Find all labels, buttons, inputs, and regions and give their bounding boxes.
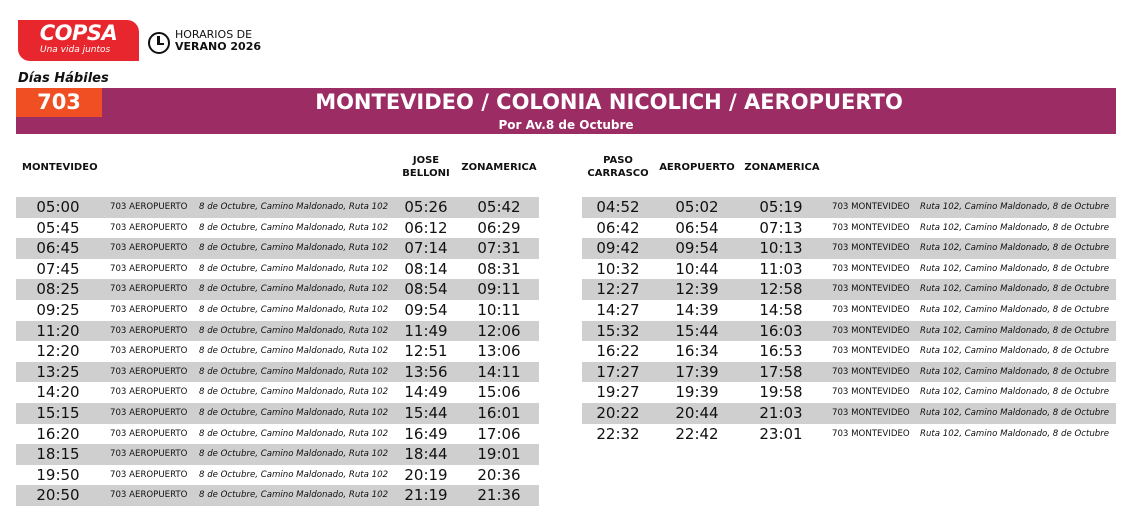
table-row: [582, 362, 1116, 383]
destination: 703 MONTEVIDEO: [832, 428, 910, 439]
destination: 703 AEROPUERTO: [110, 346, 188, 357]
jose-belloni-time: 08:14: [404, 259, 448, 278]
copsa-logo: [18, 20, 139, 61]
route-via: 8 de Octubre, Camino Maldonado, Ruta 102: [199, 263, 389, 274]
zonamerica-time: 13:06: [477, 342, 521, 361]
zonamerica-time: 16:01: [477, 403, 521, 422]
jose-belloni-time: 12:51: [404, 342, 448, 361]
route-via: 8 de Octubre, Camino Maldonado, Ruta 102: [199, 222, 389, 233]
table-row: [582, 238, 1116, 259]
jose-belloni-time: 08:54: [404, 280, 448, 299]
zonamerica-time: 07:31: [477, 239, 521, 258]
clock-icon: [148, 32, 170, 54]
paso-carrasco-time: 12:27: [596, 280, 640, 299]
table-row: [16, 362, 539, 383]
departure-time: 05:00: [36, 198, 80, 216]
route-via: 8 de Octubre, Camino Maldonado, Ruta 102: [199, 428, 389, 439]
table-row: [582, 321, 1116, 342]
departure-time: 18:15: [36, 445, 80, 464]
jose-belloni-time: 18:44: [404, 445, 448, 464]
table-row: [582, 259, 1116, 280]
jose-belloni-time: 09:54: [404, 300, 448, 319]
table-row: [16, 197, 539, 218]
route-title: MONTEVIDEO / COLONIA NICOLICH / AEROPUERTO: [102, 88, 1116, 117]
zonamerica-time: 16:03: [759, 321, 803, 340]
route-via: Ruta 102, Camino Maldonado, 8 de Octubre: [920, 284, 1110, 295]
zonamerica-time: 07:13: [759, 218, 803, 237]
destination: 703 AEROPUERTO: [110, 428, 188, 439]
zonamerica-time: 19:58: [759, 383, 803, 402]
aeropuerto-time: 20:44: [675, 403, 719, 422]
outbound-timetable: [16, 197, 539, 506]
zonamerica-time: 20:36: [477, 465, 521, 484]
paso-carrasco-time: 14:27: [596, 300, 640, 319]
paso-carrasco-time: 20:22: [596, 403, 640, 422]
destination: 703 MONTEVIDEO: [832, 325, 910, 336]
route-via: Ruta 102, Camino Maldonado, 8 de Octubre: [920, 222, 1110, 233]
col-header-zonamerica-outbound: ZONAMERICA: [461, 162, 537, 173]
destination: 703 MONTEVIDEO: [832, 243, 910, 254]
col-header-aeropuerto: AEROPUERTO: [659, 162, 735, 173]
zonamerica-time: 21:36: [477, 486, 521, 505]
jose-belloni-time: 13:56: [404, 362, 448, 381]
col-header-montevideo: MONTEVIDEO: [22, 162, 98, 173]
route-via: 8 de Octubre, Camino Maldonado, Ruta 102: [199, 449, 389, 460]
aeropuerto-time: 10:44: [675, 259, 719, 278]
table-row: [16, 444, 539, 465]
zonamerica-time: 15:06: [477, 383, 521, 402]
table-row: [16, 485, 539, 506]
zonamerica-time: 14:58: [759, 300, 803, 319]
table-row: [16, 259, 539, 280]
zonamerica-time: 23:01: [759, 424, 803, 443]
paso-carrasco-time: 10:32: [596, 259, 640, 278]
destination: 703 MONTEVIDEO: [832, 304, 910, 315]
col-header-jose-belloni-line1: JOSE: [412, 155, 440, 166]
route-via: Ruta 102, Camino Maldonado, 8 de Octubre: [920, 243, 1110, 254]
departure-time: 09:25: [36, 300, 80, 319]
route-number-badge: 703: [16, 88, 102, 117]
aeropuerto-time: 12:39: [675, 280, 719, 299]
aeropuerto-time: 14:39: [675, 300, 719, 319]
departure-time: 20:50: [36, 486, 80, 505]
zonamerica-time: 21:03: [759, 403, 803, 422]
jose-belloni-time: 20:19: [404, 465, 448, 484]
departure-time: 11:20: [36, 321, 80, 340]
route-via: 8 de Octubre, Camino Maldonado, Ruta 102: [199, 366, 389, 377]
jose-belloni-time: 07:14: [404, 239, 448, 258]
route-via: Ruta 102, Camino Maldonado, 8 de Octubre: [920, 304, 1110, 315]
table-row: [16, 218, 539, 239]
departure-time: 08:25: [36, 280, 80, 299]
jose-belloni-time: 16:49: [404, 424, 448, 443]
destination: 703 MONTEVIDEO: [832, 222, 910, 233]
destination: 703 AEROPUERTO: [110, 449, 188, 460]
table-row: [16, 465, 539, 486]
paso-carrasco-time: 15:32: [596, 321, 640, 340]
zonamerica-time: 14:11: [477, 362, 521, 381]
col-header-paso-carrasco-line1: PASO: [603, 155, 633, 166]
zonamerica-time: 05:19: [759, 198, 803, 216]
zonamerica-time: 09:11: [477, 280, 521, 299]
route-via: 8 de Octubre, Camino Maldonado, Ruta 102: [199, 202, 389, 212]
zonamerica-time: 08:31: [477, 259, 521, 278]
destination: 703 MONTEVIDEO: [832, 263, 910, 274]
paso-carrasco-time: 22:32: [596, 424, 640, 443]
route-via: Ruta 102, Camino Maldonado, 8 de Octubre: [920, 428, 1110, 439]
route-via-banner: Por Av.8 de Octubre: [16, 117, 1116, 134]
zonamerica-time: 12:58: [759, 280, 803, 299]
paso-carrasco-time: 06:42: [596, 218, 640, 237]
route-via: 8 de Octubre, Camino Maldonado, Ruta 102: [199, 469, 389, 480]
aeropuerto-time: 17:39: [675, 362, 719, 381]
aeropuerto-time: 09:54: [675, 239, 719, 258]
departure-time: 13:25: [36, 362, 80, 381]
jose-belloni-time: 05:26: [404, 198, 448, 216]
departure-time: 12:20: [36, 342, 80, 361]
inbound-timetable: [582, 197, 1116, 444]
aeropuerto-time: 15:44: [675, 321, 719, 340]
destination: 703 AEROPUERTO: [110, 325, 188, 336]
zonamerica-time: 10:13: [759, 239, 803, 258]
schedule-season-line1: HORARIOS DE: [175, 28, 253, 41]
jose-belloni-time: 11:49: [404, 321, 448, 340]
zonamerica-time: 19:01: [477, 445, 521, 464]
destination: 703 MONTEVIDEO: [832, 202, 910, 212]
table-row: [582, 279, 1116, 300]
zonamerica-time: 16:53: [759, 342, 803, 361]
destination: 703 MONTEVIDEO: [832, 407, 910, 418]
table-row: [16, 321, 539, 342]
table-row: [582, 341, 1116, 362]
logo-tagline: Una vida juntos: [40, 45, 111, 55]
jose-belloni-time: 14:49: [404, 383, 448, 402]
route-via: Ruta 102, Camino Maldonado, 8 de Octubre: [920, 387, 1110, 398]
departure-time: 07:45: [36, 259, 80, 278]
table-row: [582, 424, 1116, 445]
table-row: [582, 197, 1116, 218]
table-row: [16, 403, 539, 424]
destination: 703 AEROPUERTO: [110, 263, 188, 274]
route-via: 8 de Octubre, Camino Maldonado, Ruta 102: [199, 407, 389, 418]
table-row: [16, 341, 539, 362]
zonamerica-time: 10:11: [477, 300, 521, 319]
route-via: Ruta 102, Camino Maldonado, 8 de Octubre: [920, 346, 1110, 357]
destination: 703 AEROPUERTO: [110, 366, 188, 377]
logo-text: COPSA: [39, 21, 118, 45]
destination: 703 MONTEVIDEO: [832, 387, 910, 398]
route-via: 8 de Octubre, Camino Maldonado, Ruta 102: [199, 346, 389, 357]
day-type-label: Días Hábiles: [18, 71, 109, 86]
destination: 703 MONTEVIDEO: [832, 284, 910, 295]
aeropuerto-time: 22:42: [675, 424, 719, 443]
destination: 703 AEROPUERTO: [110, 202, 188, 212]
aeropuerto-time: 16:34: [675, 342, 719, 361]
destination: 703 AEROPUERTO: [110, 222, 188, 233]
table-row: [582, 300, 1116, 321]
destination: 703 AEROPUERTO: [110, 490, 188, 501]
departure-time: 06:45: [36, 239, 80, 258]
departure-time: 19:50: [36, 465, 80, 484]
route-via: 8 de Octubre, Camino Maldonado, Ruta 102: [199, 243, 389, 254]
zonamerica-time: 06:29: [477, 218, 521, 237]
table-row: [582, 218, 1116, 239]
aeropuerto-time: 05:02: [675, 198, 719, 216]
route-via: Ruta 102, Camino Maldonado, 8 de Octubre: [920, 263, 1110, 274]
paso-carrasco-time: 09:42: [596, 239, 640, 258]
destination: 703 AEROPUERTO: [110, 304, 188, 315]
route-via: Ruta 102, Camino Maldonado, 8 de Octubre: [920, 202, 1110, 212]
destination: 703 MONTEVIDEO: [832, 346, 910, 357]
col-header-jose-belloni: [396, 154, 456, 180]
destination: 703 AEROPUERTO: [110, 284, 188, 295]
col-header-jose-belloni-line2: BELLONI: [402, 168, 450, 179]
route-via: 8 de Octubre, Camino Maldonado, Ruta 102: [199, 387, 389, 398]
aeropuerto-time: 19:39: [675, 383, 719, 402]
table-row: [582, 403, 1116, 424]
destination: 703 AEROPUERTO: [110, 407, 188, 418]
table-row: [16, 238, 539, 259]
destination: 703 AEROPUERTO: [110, 469, 188, 480]
schedule-season-line2: VERANO 2026: [175, 40, 262, 53]
departure-time: 14:20: [36, 383, 80, 402]
paso-carrasco-time: 19:27: [596, 383, 640, 402]
col-header-zonamerica-inbound: ZONAMERICA: [744, 162, 820, 173]
destination: 703 AEROPUERTO: [110, 387, 188, 398]
table-row: [16, 279, 539, 300]
route-via: 8 de Octubre, Camino Maldonado, Ruta 102: [199, 325, 389, 336]
zonamerica-time: 11:03: [759, 259, 803, 278]
jose-belloni-time: 21:19: [404, 486, 448, 505]
departure-time: 15:15: [36, 403, 80, 422]
col-header-paso-carrasco-line2: CARRASCO: [587, 168, 649, 179]
route-via: 8 de Octubre, Camino Maldonado, Ruta 102: [199, 304, 389, 315]
zonamerica-time: 17:58: [759, 362, 803, 381]
jose-belloni-time: 15:44: [404, 403, 448, 422]
paso-carrasco-time: 04:52: [596, 198, 640, 216]
table-row: [16, 300, 539, 321]
table-row: [16, 424, 539, 445]
paso-carrasco-time: 16:22: [596, 342, 640, 361]
destination: 703 MONTEVIDEO: [832, 366, 910, 377]
departure-time: 16:20: [36, 424, 80, 443]
route-via: Ruta 102, Camino Maldonado, 8 de Octubre: [920, 366, 1110, 377]
zonamerica-time: 17:06: [477, 424, 521, 443]
route-via: 8 de Octubre, Camino Maldonado, Ruta 102: [199, 490, 389, 501]
route-via: 8 de Octubre, Camino Maldonado, Ruta 102: [199, 284, 389, 295]
route-via: Ruta 102, Camino Maldonado, 8 de Octubre: [920, 325, 1110, 336]
jose-belloni-time: 06:12: [404, 218, 448, 237]
table-row: [582, 382, 1116, 403]
paso-carrasco-time: 17:27: [596, 362, 640, 381]
destination: 703 AEROPUERTO: [110, 243, 188, 254]
route-via: Ruta 102, Camino Maldonado, 8 de Octubre: [920, 407, 1110, 418]
zonamerica-time: 12:06: [477, 321, 521, 340]
col-header-paso-carrasco: [585, 154, 651, 180]
table-row: [16, 382, 539, 403]
zonamerica-time: 05:42: [477, 198, 521, 216]
departure-time: 05:45: [36, 218, 80, 237]
aeropuerto-time: 06:54: [675, 218, 719, 237]
